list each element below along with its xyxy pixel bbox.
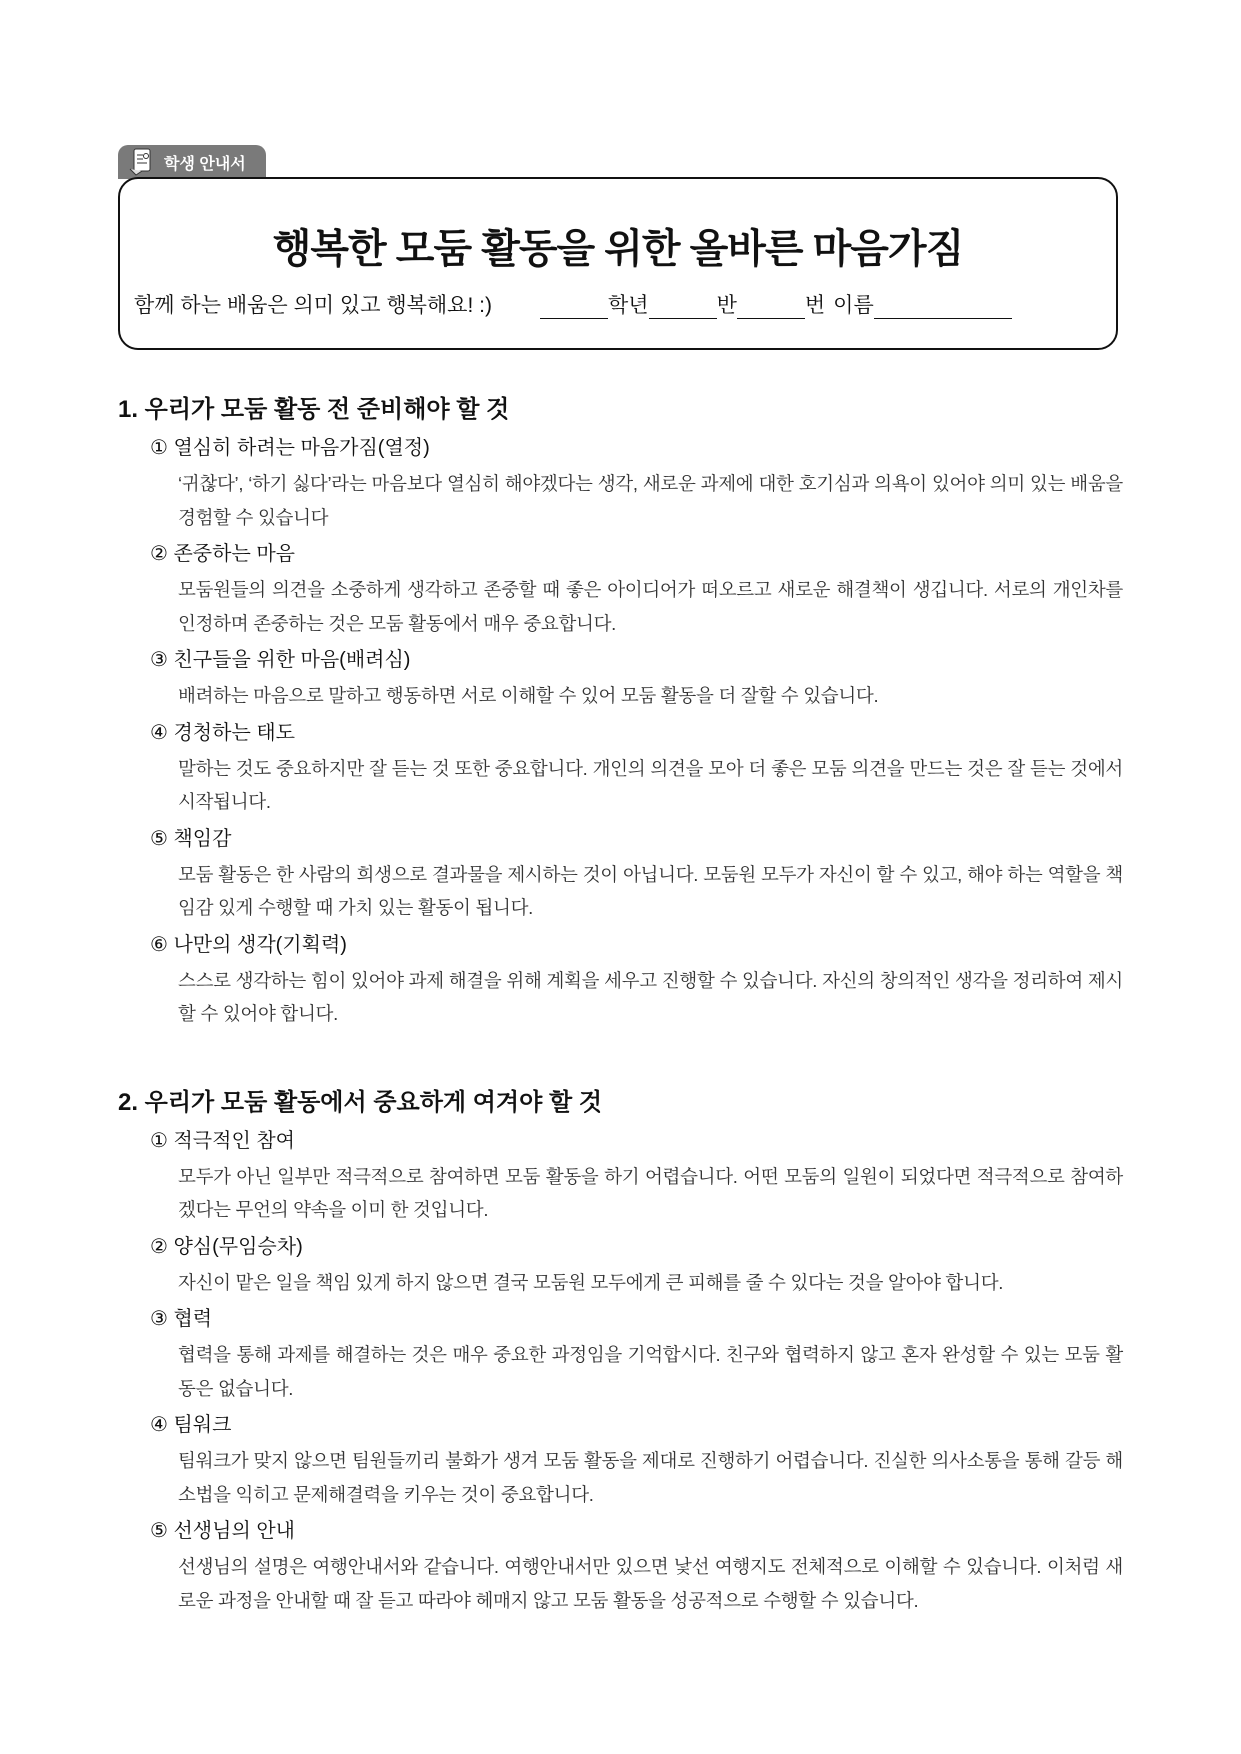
item-label: ⑤ 선생님의 안내 [150,1520,295,1542]
item-body: 모둠원들의 의견을 소중하게 생각하고 존중할 때 좋은 아이디어가 떠오르고 새로운 해결책이 생깁니다. 서로의 개인차를 인정하며 존중하는 것은 모둠 활동에서 매우 중요합니다. [178,579,1123,634]
section-heading: 1. 우리가 모둠 활동 전 준비해야 할 것 [118,396,510,423]
tab-label: 학생 안내서 [164,155,246,173]
section-gap [118,1033,1123,1083]
guide-item [150,642,1123,713]
item-label: ③ 협력 [150,1308,213,1330]
guide-item [150,1229,1123,1300]
student-guide-tab [118,145,266,179]
class-label: 반 [716,294,737,317]
item-body: 팀워크가 맞지 않으면 팀원들끼리 불화가 생겨 모둠 활동을 제대로 진행하기 어렵습니다. 진실한 의사소통을 통해 갈등 해소법을 익히고 문제해결력을 키우는 것이 중요합니다. [178,1450,1123,1505]
item-body: 모둠 활동은 한 사람의 희생으로 결과물을 제시하는 것이 아닙니다. 모둠원 모두가 자신이 할 수 있고, 해야 하는 역할을 책임감 있게 수행할 때 가치 있는 활동이 됩니다. [178,863,1123,918]
subtitle: 함께 하는 배움은 의미 있고 행복해요! :) [134,294,492,317]
item-label: ③ 친구들을 위한 마음(배려심) [150,649,411,671]
guide-item [150,430,1123,534]
number-field[interactable] [737,297,805,319]
item-label: ② 존중하는 마음 [150,543,295,565]
document-scroll-icon [128,147,156,177]
title-box [118,177,1118,350]
guide-item [150,1407,1123,1511]
guide-item [150,1123,1123,1227]
item-label: ② 양심(무임승차) [150,1235,303,1258]
student-info-fields [540,289,1012,319]
item-label: ⑥ 나만의 생각(기획력) [150,933,347,956]
item-label: ① 열심히 하려는 마음가짐(열정) [150,437,430,459]
item-body: 모두가 아닌 일부만 적극적으로 참여하면 모둠 활동을 하기 어렵습니다. 어떤 모둠의 일원이 되었다면 적극적으로 참여하겠다는 무언의 약속을 이미 한 것입니다. [178,1165,1123,1220]
guide-item [150,927,1123,1031]
guide-item [150,1513,1123,1617]
item-body: 말하는 것도 중요하지만 잘 듣는 것 또한 중요합니다. 개인의 의견을 모아 더 좋은 모둠 의견을 만드는 것은 잘 듣는 것에서 시작됩니다. [178,757,1123,812]
grade-field[interactable] [540,297,608,319]
item-body: 협력을 통해 과제를 해결하는 것은 매우 중요한 과정임을 기억합시다. 친구와 협력하지 않고 혼자 완성할 수 있는 모둠 활동은 없습니다. [178,1344,1123,1399]
page-title: 행복한 모둠 활동을 위한 올바른 마음가짐 [272,227,964,271]
guide-item [150,536,1123,640]
name-label: 이름 [833,294,874,317]
item-body: 자신이 맡은 일을 책임 있게 하지 않으면 결국 모둠원 모두에게 큰 피해를 줄 수 있다는 것을 알아야 합니다. [178,1271,1004,1293]
name-field[interactable] [874,297,1012,319]
item-label: ④ 경청하는 태도 [150,721,295,744]
item-body: 스스로 생각하는 힘이 있어야 과제 해결을 위해 계획을 세우고 진행할 수 있습니다. 자신의 창의적인 생각을 정리하여 제시할 수 있어야 합니다. [178,969,1123,1024]
item-label: ④ 팀워크 [150,1414,232,1436]
item-label: ① 적극적인 참여 [150,1129,295,1152]
guide-item [150,821,1123,925]
guide-item [150,1301,1123,1405]
item-body: 배려하는 마음으로 말하고 행동하면 서로 이해할 수 있어 모둠 활동을 더 잘할 수 있습니다. [178,685,879,706]
grade-label: 학년 [608,294,649,317]
class-field[interactable] [649,297,717,319]
guide-item [150,715,1123,819]
number-label: 번 [804,294,826,317]
section-heading: 2. 우리가 모둠 활동에서 중요하게 여겨야 할 것 [118,1088,603,1116]
content [118,390,1123,1619]
item-label: ⑤ 책임감 [150,827,232,850]
item-body: ‘귀찮다’, ‘하기 싫다’라는 마음보다 열심히 해야겠다는 생각, 새로운 과제에 대한 호기심과 의욕이 있어야 의미 있는 배움을 경험할 수 있습니다 [178,473,1123,528]
item-body: 선생님의 설명은 여행안내서와 같습니다. 여행안내서만 있으면 낯선 여행지도 전체적으로 이해할 수 있습니다. 이처럼 새로운 과정을 안내할 때 잘 듣고 따라야 헤매지 않고 모둠 활동을 성공적으로 수행할 수 있습니다. [178,1556,1123,1611]
